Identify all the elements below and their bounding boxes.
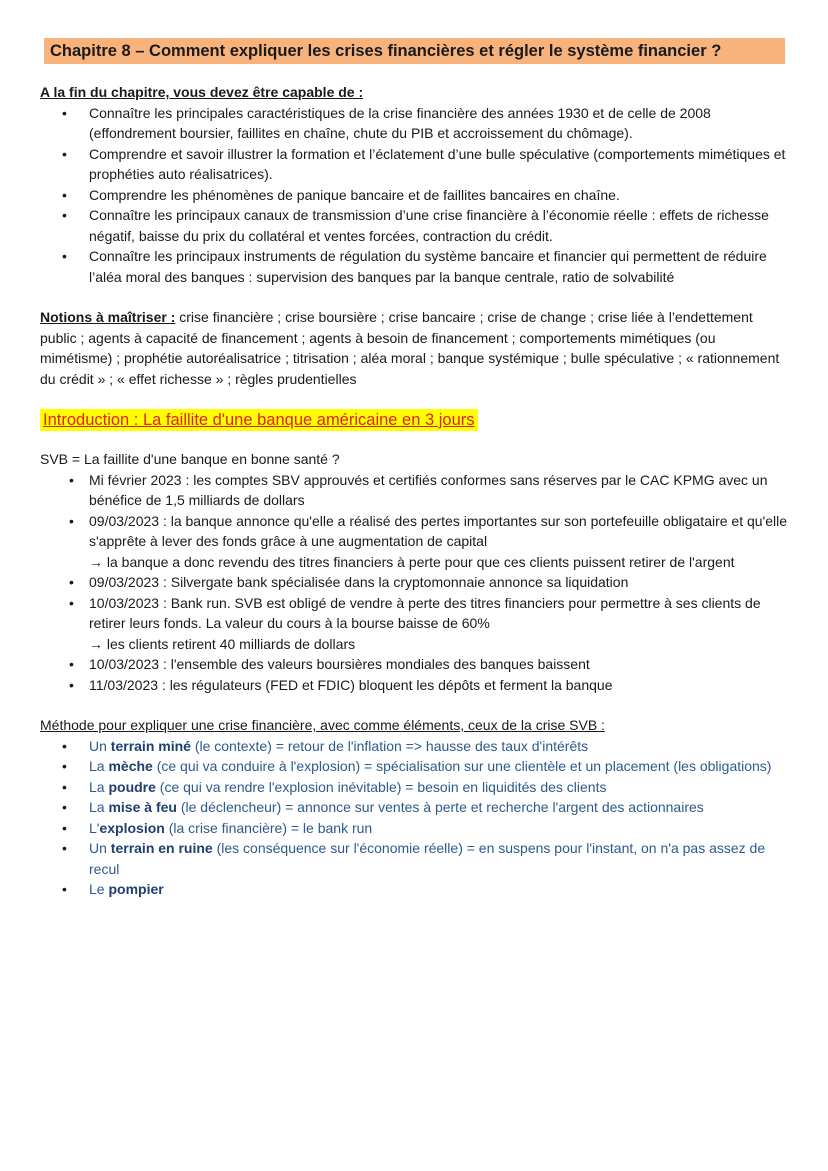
timeline-item — [40, 572, 788, 593]
timeline-text: 10/03/2023 : l'ensemble des valeurs boursières mondiales des banques baissent — [89, 656, 590, 672]
method-item-pre: La — [89, 778, 109, 795]
timeline-item — [40, 654, 788, 675]
objective-item: • Comprendre et savoir illustrer la formation et l’éclatement d’une bulle spéculative (comportements mimétiques et prophéties auto réalisatrices). — [40, 144, 788, 185]
timeline-text: 09/03/2023 : la banque annonce qu'elle a réalisé des pertes importantes sur son portefeuille obligataire et qu'elle s'apprête à lever des fonds grâce à une augmentation de capital — [89, 512, 788, 549]
method-item — [40, 777, 788, 798]
method-item-post: (les conséquence sur l'économie réelle) = en suspens pour l'instant, on n'a pas assez de recul — [89, 840, 766, 877]
method-item-post: (la crise financière) = le bank run — [164, 819, 373, 836]
method-item-pre: Le — [89, 881, 109, 897]
method-item — [40, 838, 788, 879]
method-item-keyword: mise à feu — [108, 799, 177, 815]
intro-section — [40, 409, 788, 695]
timeline-text: Mi février 2023 : les comptes SBV approuvés et certifiés conformes sans réserves par le CAC KPMG avec un bénéfice de 1,5 milliards de dollars — [89, 471, 768, 508]
timeline-text: 09/03/2023 : Silvergate bank spécialisée dans la cryptomonnaie annonce sa liquidation — [89, 574, 629, 590]
method-item-keyword: pompier — [108, 881, 164, 897]
method-item-post: (ce qui va conduire à l'explosion) = spécialisation sur une clientèle et un placement (les obligations) — [152, 758, 772, 774]
method-section — [40, 715, 788, 900]
objective-item: • Connaître les principaux instruments de régulation du système bancaire et financier qui permettent de réduire l’aléa moral des banques : supervision des banques par la banque centrale, ratio de solvabilité — [40, 246, 788, 287]
method-item — [40, 818, 788, 839]
method-item-pre: La — [89, 758, 109, 774]
objectives-section — [40, 82, 788, 287]
notions-text: crise financière ; crise boursière ; crise bancaire ; crise de change ; crise liée à l’endettement public ; agents à capacité de financement ; agents à besoin de financement ; comportements mimétiques (ou mimétisme) ; prophétie autoréalisatrice ; titrisation ; aléa moral ; banque systémique ; bulle spéculative ; « rationnement du crédit » ; « effet richesse » ; règles prudentielles — [40, 309, 780, 387]
intro-title: Introduction : La faillite d'une banque américaine en 3 jours — [40, 409, 478, 431]
method-item-keyword: poudre — [108, 778, 156, 795]
objective-item: • Connaître les principales caractéristiques de la crise financière des années 1930 et de celle de 2008 (effondrement boursier, faillites en chaîne, chute du PIB et accroissement du chômage). — [40, 103, 788, 144]
method-item-pre: L' — [89, 819, 100, 836]
notions-label: Notions à maîtriser : — [40, 309, 176, 325]
svb-timeline — [40, 470, 788, 696]
method-item-pre: Un — [89, 840, 111, 856]
timeline-text: 10/03/2023 : Bank run. SVB est obligé de vendre à perte des titres financiers pour permettre à ses clients de retirer leurs fonds. La valeur du cours à la bourse baisse de 60% — [89, 594, 761, 631]
method-item — [40, 736, 788, 757]
method-item-keyword: mèche — [108, 758, 153, 774]
timeline-arrow-note: → la banque a donc revendu des titres financiers à perte pour que ces clients puissent retirer de l'argent — [89, 553, 735, 570]
method-item-post: (le contexte) = retour de l'inflation => hausse des taux d'intérêts — [190, 737, 589, 754]
method-item — [40, 797, 788, 818]
method-item — [40, 756, 788, 777]
intro-question: SVB = La faillite d'une banque en bonne santé ? — [40, 451, 340, 467]
method-item-keyword: terrain miné — [110, 737, 191, 754]
timeline-arrow-note: → les clients retirent 40 milliards de dollars — [89, 635, 356, 652]
timeline-item — [40, 511, 788, 573]
objective-item: • Connaître les principaux canaux de transmission d’une crise financière à l’économie réelle : effets de richesse négatif, baisse du prix du collatéral et ventes forcées, contraction du crédit. — [40, 205, 788, 246]
timeline-item — [40, 593, 788, 655]
method-item-keyword: explosion — [99, 819, 165, 836]
method-item-pre: Un — [89, 737, 111, 754]
timeline-item — [40, 470, 788, 511]
method-list — [40, 736, 788, 900]
timeline-item — [40, 675, 788, 696]
timeline-text: 11/03/2023 : les régulateurs (FED et FDIC) bloquent les dépôts et ferment la banque — [89, 676, 613, 693]
method-item-post: (le déclencheur) = annonce sur ventes à perte et recherche l'argent des actionnaires — [176, 799, 704, 815]
method-item-post: (ce qui va rendre l'explosion inévitable) = besoin en liquidités des clients — [155, 778, 607, 795]
objectives-heading: A la fin du chapitre, vous devez être capable de : — [40, 84, 364, 100]
objectives-list — [40, 103, 788, 288]
objective-item: • Comprendre les phénomènes de panique bancaire et de faillites bancaires en chaîne. — [40, 185, 788, 206]
chapter-title: Chapitre 8 – Comment expliquer les crises financières et régler le système financier ? — [44, 38, 785, 64]
method-item — [40, 879, 788, 900]
notions-section — [40, 307, 788, 389]
method-heading: Méthode pour expliquer une crise financière, avec comme éléments, ceux de la crise SVB : — [40, 717, 605, 733]
method-item-pre: La — [89, 799, 109, 815]
method-item-keyword: terrain en ruine — [110, 840, 213, 856]
